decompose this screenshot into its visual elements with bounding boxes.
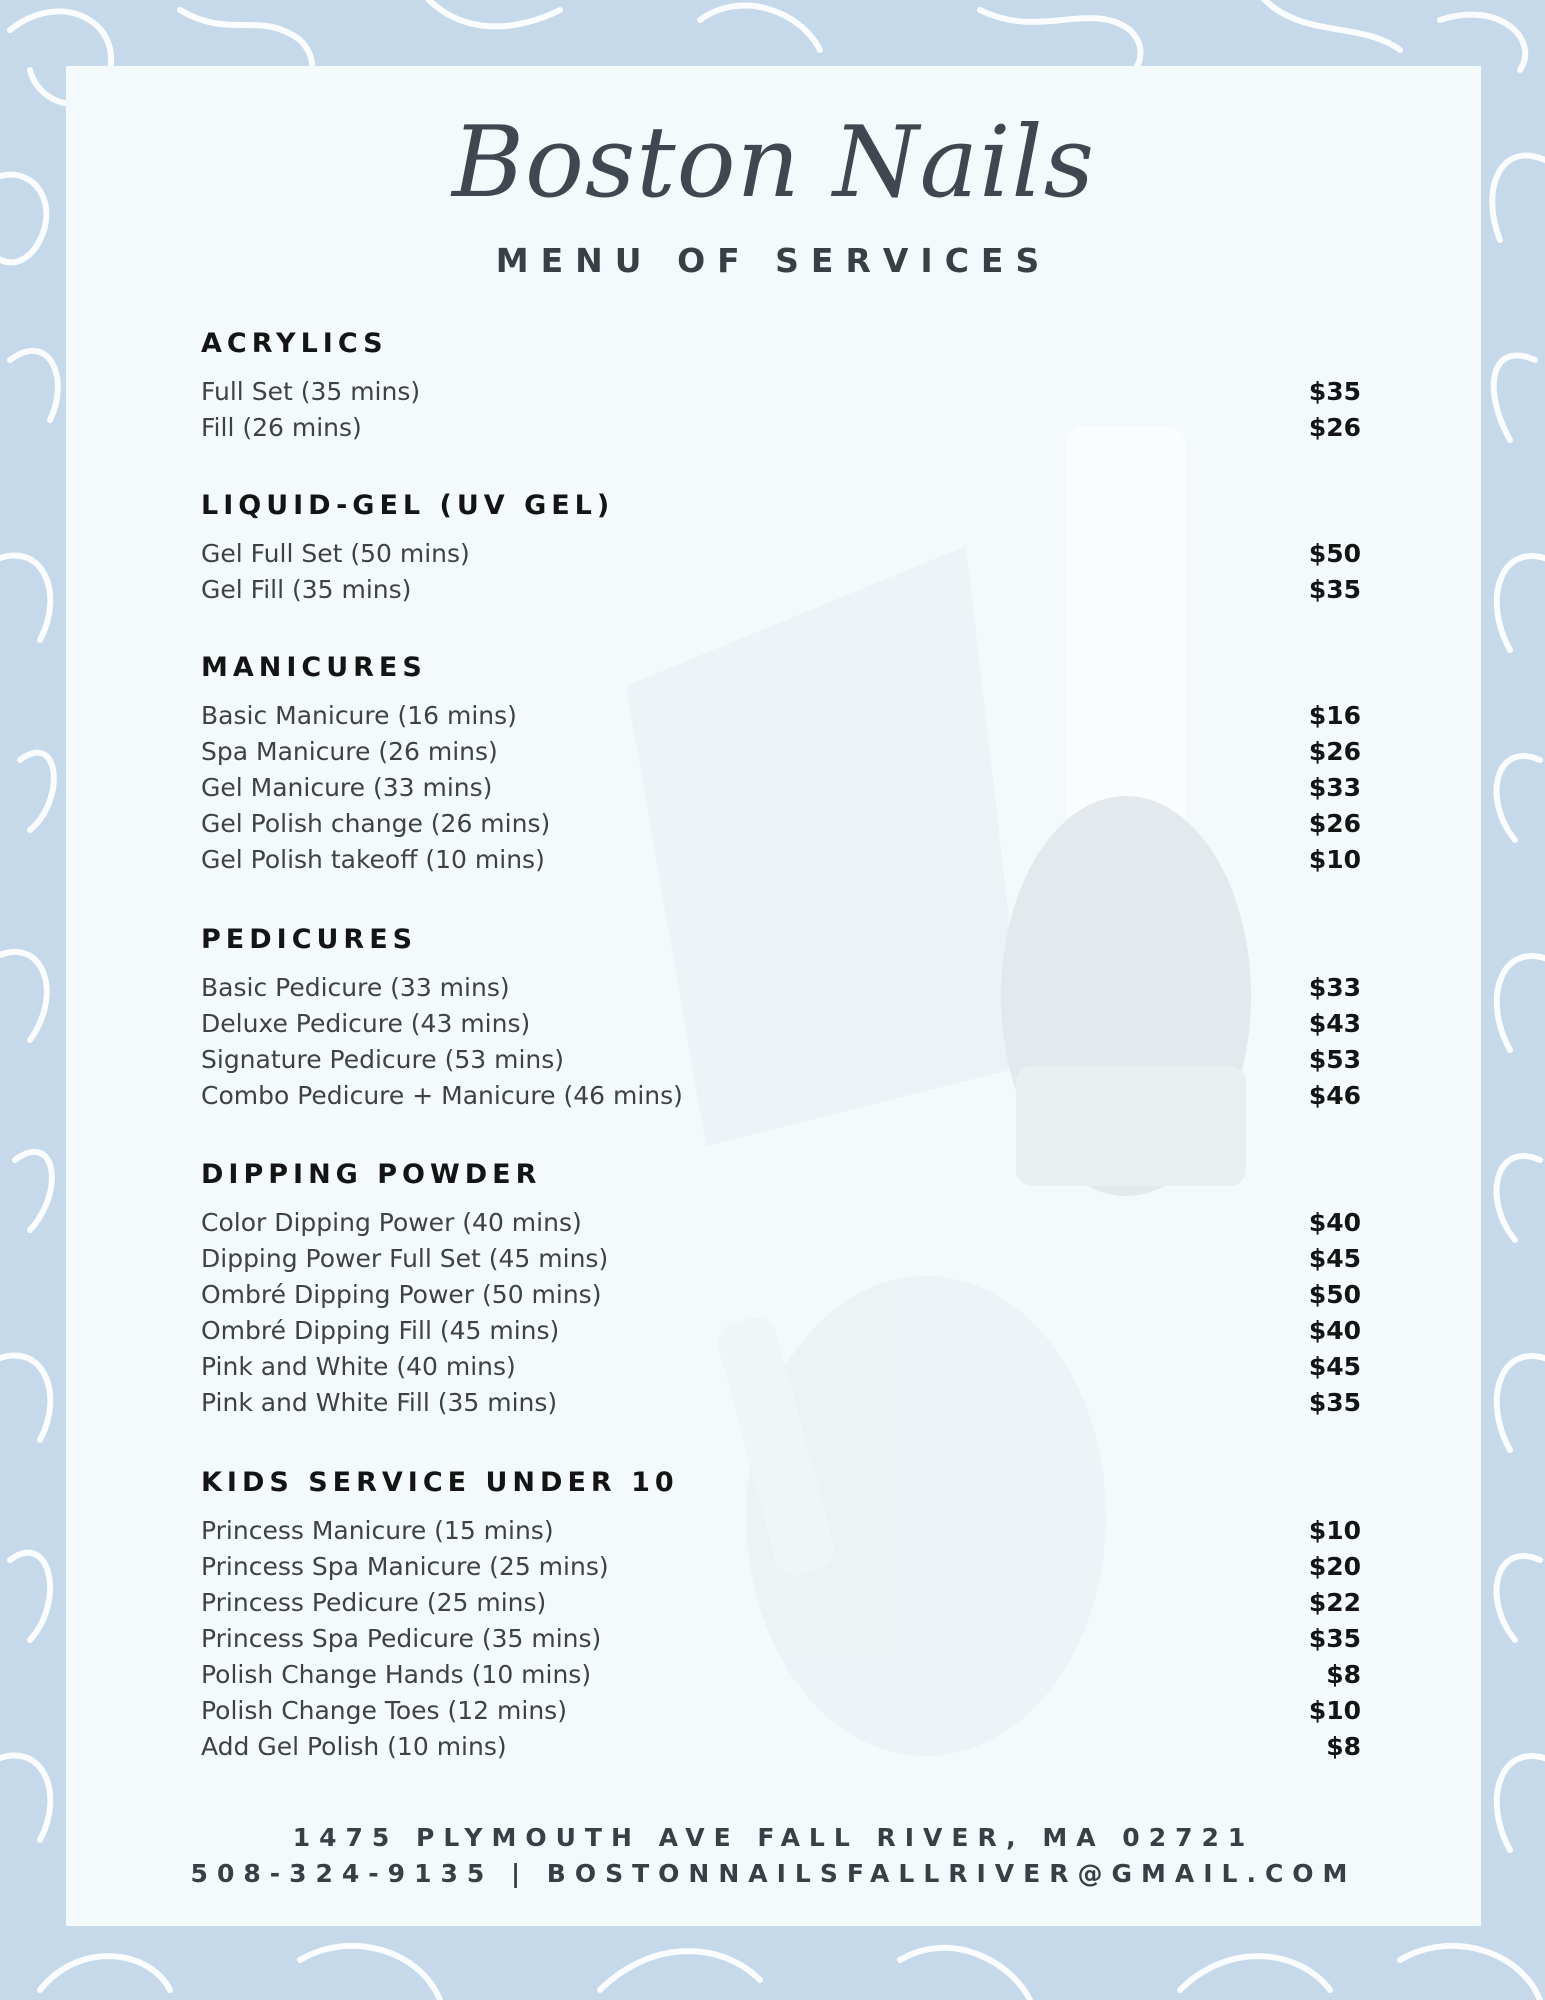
list-item bbox=[201, 536, 1361, 572]
service-name: Gel Manicure (33 mins) bbox=[201, 773, 493, 802]
section-heading: LIQUID-GEL (UV GEL) bbox=[201, 490, 615, 521]
service-price: $16 bbox=[1308, 701, 1361, 730]
page-title: Boston Nails bbox=[451, 106, 1096, 220]
service-price: $8 bbox=[1326, 1732, 1361, 1761]
service-price: $53 bbox=[1308, 1045, 1361, 1074]
list-item bbox=[201, 1349, 1361, 1385]
footer-address: 1475 PLYMOUTH AVE FALL RIVER, MA 02721 bbox=[292, 1823, 1255, 1852]
page-subtitle: MENU OF SERVICES bbox=[495, 241, 1052, 280]
service-price: $35 bbox=[1308, 1624, 1361, 1653]
service-name: Pink and White Fill (35 mins) bbox=[201, 1388, 558, 1417]
list-item bbox=[201, 1693, 1361, 1729]
service-name: Polish Change Hands (10 mins) bbox=[201, 1660, 592, 1689]
list-item bbox=[201, 734, 1361, 770]
service-price: $46 bbox=[1308, 1081, 1361, 1110]
list-item bbox=[201, 698, 1361, 734]
service-price: $45 bbox=[1308, 1352, 1361, 1381]
service-price: $10 bbox=[1308, 1516, 1361, 1545]
service-name: Gel Polish change (26 mins) bbox=[201, 809, 551, 838]
service-price: $8 bbox=[1326, 1660, 1361, 1689]
service-name: Princess Spa Pedicure (35 mins) bbox=[201, 1624, 602, 1653]
service-price: $40 bbox=[1308, 1316, 1361, 1345]
service-name: Ombré Dipping Fill (45 mins) bbox=[201, 1316, 560, 1345]
service-name: Basic Manicure (16 mins) bbox=[201, 701, 517, 730]
list-item bbox=[201, 1078, 1361, 1114]
section-heading: PEDICURES bbox=[201, 924, 418, 955]
service-price: $35 bbox=[1308, 575, 1361, 604]
service-price: $26 bbox=[1308, 737, 1361, 766]
service-price: $45 bbox=[1308, 1244, 1361, 1273]
service-name: Combo Pedicure + Manicure (46 mins) bbox=[201, 1081, 683, 1110]
service-price: $10 bbox=[1308, 1696, 1361, 1725]
list-item bbox=[201, 1513, 1361, 1549]
service-name: Polish Change Toes (12 mins) bbox=[201, 1696, 567, 1725]
service-price: $20 bbox=[1308, 1552, 1361, 1581]
list-item bbox=[201, 842, 1361, 878]
service-name: Signature Pedicure (53 mins) bbox=[201, 1045, 565, 1074]
list-item bbox=[201, 770, 1361, 806]
list-item bbox=[201, 1621, 1361, 1657]
service-name: Full Set (35 mins) bbox=[201, 377, 421, 406]
service-price: $33 bbox=[1308, 973, 1361, 1002]
service-name: Deluxe Pedicure (43 mins) bbox=[201, 1009, 531, 1038]
list-item bbox=[201, 1313, 1361, 1349]
list-item bbox=[201, 1277, 1361, 1313]
list-item bbox=[201, 1585, 1361, 1621]
list-item bbox=[201, 806, 1361, 842]
service-name: Dipping Power Full Set (45 mins) bbox=[201, 1244, 609, 1273]
service-name: Princess Manicure (15 mins) bbox=[201, 1516, 554, 1545]
section-heading: KIDS SERVICE UNDER 10 bbox=[201, 1467, 679, 1498]
service-name: Ombré Dipping Power (50 mins) bbox=[201, 1280, 602, 1309]
service-name: Basic Pedicure (33 mins) bbox=[201, 973, 510, 1002]
service-name: Spa Manicure (26 mins) bbox=[201, 737, 498, 766]
service-price: $22 bbox=[1308, 1588, 1361, 1617]
service-name: Pink and White (40 mins) bbox=[201, 1352, 516, 1381]
section-pedicures bbox=[201, 920, 1361, 1114]
service-name: Gel Fill (35 mins) bbox=[201, 575, 412, 604]
list-item bbox=[201, 1042, 1361, 1078]
section-heading: MANICURES bbox=[201, 652, 427, 683]
list-item bbox=[201, 1729, 1361, 1765]
section-acrylics bbox=[201, 324, 1361, 446]
list-item bbox=[201, 1549, 1361, 1585]
section-heading: ACRYLICS bbox=[201, 328, 388, 359]
section-manicures bbox=[201, 648, 1361, 878]
service-name: Gel Polish takeoff (10 mins) bbox=[201, 845, 545, 874]
list-item bbox=[201, 374, 1361, 410]
section-dipping-powder bbox=[201, 1155, 1361, 1421]
section-liquid-gel bbox=[201, 486, 1361, 608]
list-item bbox=[201, 1385, 1361, 1421]
service-price: $40 bbox=[1308, 1208, 1361, 1237]
service-name: Princess Pedicure (25 mins) bbox=[201, 1588, 547, 1617]
list-item bbox=[201, 572, 1361, 608]
list-item bbox=[201, 1657, 1361, 1693]
list-item bbox=[201, 1205, 1361, 1241]
service-price: $33 bbox=[1308, 773, 1361, 802]
list-item bbox=[201, 970, 1361, 1006]
service-price: $10 bbox=[1308, 845, 1361, 874]
list-item bbox=[201, 410, 1361, 446]
service-price: $35 bbox=[1308, 1388, 1361, 1417]
service-price: $43 bbox=[1308, 1009, 1361, 1038]
section-kids-service bbox=[201, 1463, 1361, 1765]
list-item bbox=[201, 1241, 1361, 1277]
service-price: $35 bbox=[1308, 377, 1361, 406]
service-price: $50 bbox=[1308, 1280, 1361, 1309]
service-name: Add Gel Polish (10 mins) bbox=[201, 1732, 507, 1761]
section-heading: DIPPING POWDER bbox=[201, 1159, 542, 1190]
service-price: $26 bbox=[1308, 413, 1361, 442]
footer-contact: 508-324-9135 | BOSTONNAILSFALLRIVER@GMAIL.COM bbox=[190, 1859, 1357, 1888]
service-price: $26 bbox=[1308, 809, 1361, 838]
service-name: Gel Full Set (50 mins) bbox=[201, 539, 470, 568]
service-price: $50 bbox=[1308, 539, 1361, 568]
service-name: Color Dipping Power (40 mins) bbox=[201, 1208, 582, 1237]
menu-panel bbox=[66, 66, 1481, 1926]
list-item bbox=[201, 1006, 1361, 1042]
service-name: Princess Spa Manicure (25 mins) bbox=[201, 1552, 609, 1581]
service-name: Fill (26 mins) bbox=[201, 413, 362, 442]
